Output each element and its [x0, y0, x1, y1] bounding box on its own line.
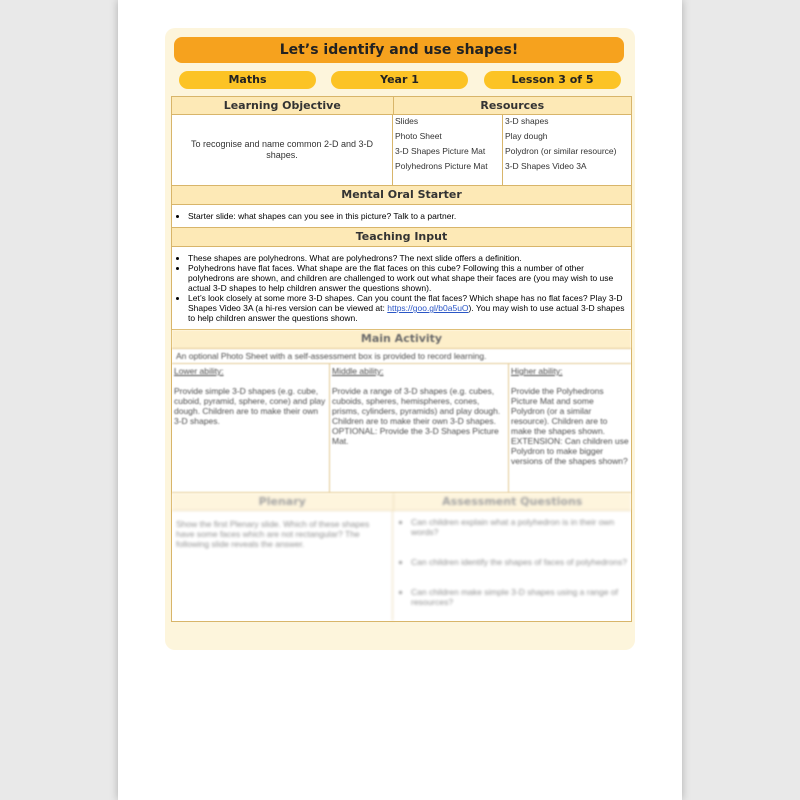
objective-resources-header-row: [172, 97, 631, 115]
lower-ability-title: Lower ability:: [174, 366, 224, 376]
middle-ability-title: Middle ability:: [332, 366, 384, 376]
teaching-item-text-end: ). You may wish to use actual 3-D shapes to help children answer the questions shown.: [188, 303, 625, 323]
lower-ability-text: Provide simple 3-D shapes (e.g. cube, cuboid, pyramid, sphere, cone) and play dough. Children are to make their own 3-D shapes.: [174, 386, 326, 426]
assessment-questions-list: [393, 511, 631, 621]
plenary-assessment-row: [172, 511, 631, 621]
plenary-assessment-header-row: [172, 493, 631, 511]
teaching-input-heading: Teaching Input: [172, 228, 631, 247]
lesson-plan-table: [171, 96, 632, 622]
teaching-item-text: Let’s look closely at some more 3-D shapes. Can you count the flat faces? Which shape has no flat faces? Play 3-D Shapes Video 3A (a hi-res version can be viewed at:: [188, 293, 623, 313]
video-link[interactable]: https://goo.gl/b0a5uO: [387, 303, 469, 313]
higher-ability-text: Provide the Polyhedrons Picture Mat and some Polydron (or a similar resource). Children are to make the shapes shown. EXTENSION: Can children use Polydron to make bigger versions of the shapes shown?: [511, 386, 629, 466]
teaching-item: [188, 293, 625, 323]
higher-ability-cell: [509, 364, 631, 492]
middle-ability-text: Provide a range of 3-D shapes (e.g. cubes, cuboids, spheres, hemispheres, cones, prisms, cylinders, pyramids) and play dough. Children are to make their own 3-D shapes. OPTIONAL: Provide the 3-D Shapes Picture Mat.: [332, 386, 501, 446]
higher-ability-title: Higher ability:: [511, 366, 563, 376]
objective-resources-row: [172, 115, 631, 186]
teaching-item: • Polyhedrons have flat faces. What shape are the flat faces on this cube? Following this a number of other polyhedrons are shown, and children are challenged to work out what shape their faces are (you may wish to use actual 3-D shapes to help children answer the questions shown).: [188, 263, 625, 293]
plenary-heading: Plenary: [172, 493, 394, 511]
main-activity-note: An optional Photo Sheet with a self-assessment box is provided to record learning.: [172, 349, 631, 364]
main-activity-section: [172, 330, 631, 493]
resource-item: Polydron (or similar resource): [505, 146, 617, 156]
resources-heading: Resources: [394, 97, 631, 115]
teaching-item: • These shapes are polyhedrons. What are polyhedrons? The next slide offers a definition.: [188, 253, 625, 263]
middle-ability-cell: [330, 364, 509, 492]
learning-objective-heading: Learning Objective: [172, 97, 394, 115]
teaching-input-body: [172, 247, 631, 330]
plenary-text: Show the first Plenary slide. Which of these shapes have some faces which are not rectangular? The following slide reveals the answer.: [172, 511, 393, 621]
assessment-question: • Can children make simple 3-D shapes using a range of resources?: [411, 587, 627, 607]
starter-item: • Starter slide: what shapes can you see in this picture? Talk to a partner.: [188, 211, 625, 221]
resource-item: 3-D Shapes Video 3A: [505, 161, 587, 171]
resource-item: Polyhedrons Picture Mat: [395, 161, 488, 171]
resource-item: Play dough: [505, 131, 548, 141]
learning-objective-text: To recognise and name common 2-D and 3-D shapes.: [172, 115, 393, 185]
resource-item: 3-D Shapes Picture Mat: [395, 146, 486, 156]
year-pill: Year 1: [331, 71, 468, 89]
lesson-title: Let’s identify and use shapes!: [174, 37, 624, 63]
assessment-question: • Can children explain what a polyhedron is in their own words?: [411, 517, 627, 537]
ability-groups: [172, 364, 631, 493]
assessment-questions-heading: Assessment Questions: [394, 493, 631, 511]
plenary-assessment-section: [172, 493, 631, 621]
resources-column-2: [503, 115, 631, 185]
resource-item: 3-D shapes: [505, 116, 549, 126]
main-activity-heading: Main Activity: [172, 330, 631, 349]
lesson-number-pill: Lesson 3 of 5: [484, 71, 621, 89]
resource-item: Photo Sheet: [395, 131, 442, 141]
resource-item: Slides: [395, 116, 419, 126]
resources-column-1: [393, 115, 503, 185]
mental-oral-starter-heading: Mental Oral Starter: [172, 186, 631, 205]
subject-pill: Maths: [179, 71, 316, 89]
mental-oral-starter-body: [172, 205, 631, 228]
assessment-question: • Can children identify the shapes of faces of polyhedrons?: [411, 557, 627, 567]
lower-ability-cell: [172, 364, 330, 492]
